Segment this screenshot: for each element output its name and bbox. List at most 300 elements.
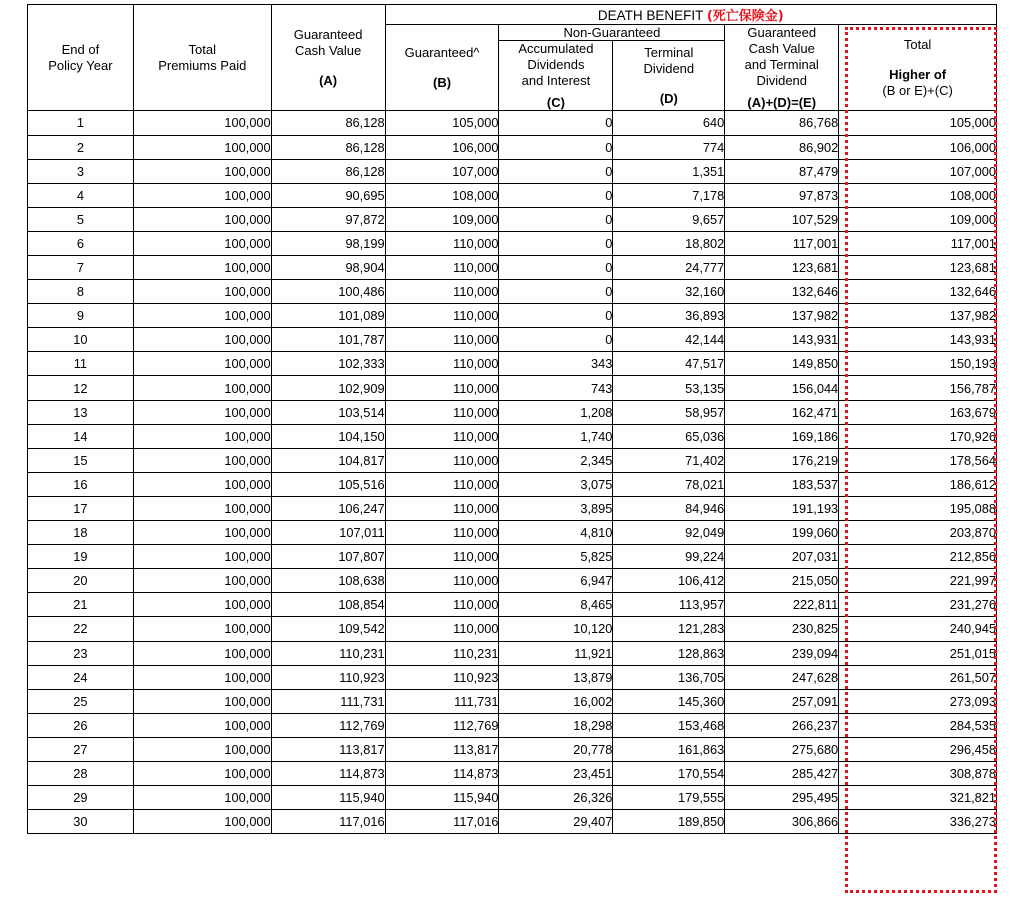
table-row <box>28 424 997 448</box>
cell-gcv-and-terminal-dividend: 295,495 <box>725 786 839 810</box>
cell-policy-year: 29 <box>28 786 134 810</box>
table-row <box>28 328 997 352</box>
cell-guaranteed: 110,231 <box>385 641 499 665</box>
cell-total-premiums-paid: 100,000 <box>133 135 271 159</box>
table-row <box>28 641 997 665</box>
table-row <box>28 761 997 785</box>
table-row <box>28 786 997 810</box>
cell-total-premiums-paid: 100,000 <box>133 207 271 231</box>
cell-guaranteed: 112,769 <box>385 713 499 737</box>
cell-policy-year: 4 <box>28 183 134 207</box>
cell-total-premiums-paid: 100,000 <box>133 761 271 785</box>
column-letter-b: (B) <box>433 74 452 90</box>
cell-accumulated-dividends-and-interest: 29,407 <box>499 810 613 834</box>
cell-policy-year: 30 <box>28 810 134 834</box>
column-letter-e: (A)+(D)=(E) <box>747 94 817 110</box>
cell-total: 156,787 <box>839 376 997 400</box>
cell-policy-year: 14 <box>28 424 134 448</box>
cell-accumulated-dividends-and-interest: 6,947 <box>499 569 613 593</box>
cell-terminal-dividend: 170,554 <box>613 761 725 785</box>
cell-total: 240,945 <box>839 617 997 641</box>
cell-guaranteed-cash-value: 86,128 <box>271 111 385 135</box>
cell-policy-year: 27 <box>28 737 134 761</box>
cell-accumulated-dividends-and-interest: 8,465 <box>499 593 613 617</box>
cell-gcv-and-terminal-dividend: 132,646 <box>725 280 839 304</box>
cell-accumulated-dividends-and-interest: 16,002 <box>499 689 613 713</box>
cell-guaranteed-cash-value: 115,940 <box>271 786 385 810</box>
cell-accumulated-dividends-and-interest: 13,879 <box>499 665 613 689</box>
non-guaranteed-group-header <box>499 25 725 41</box>
cell-accumulated-dividends-and-interest: 0 <box>499 111 613 135</box>
cell-accumulated-dividends-and-interest: 26,326 <box>499 786 613 810</box>
cell-guaranteed: 110,000 <box>385 472 499 496</box>
cell-policy-year: 6 <box>28 231 134 255</box>
cell-total: 107,000 <box>839 159 997 183</box>
cell-terminal-dividend: 99,224 <box>613 545 725 569</box>
table-row <box>28 376 997 400</box>
cell-guaranteed: 110,000 <box>385 424 499 448</box>
table-row <box>28 111 997 135</box>
cell-guaranteed: 105,000 <box>385 111 499 135</box>
cell-guaranteed: 110,000 <box>385 304 499 328</box>
cell-total: 336,273 <box>839 810 997 834</box>
table-row <box>28 545 997 569</box>
cell-gcv-and-terminal-dividend: 149,850 <box>725 352 839 376</box>
cell-accumulated-dividends-and-interest: 10,120 <box>499 617 613 641</box>
cell-total: 308,878 <box>839 761 997 785</box>
cell-total: 105,000 <box>839 111 997 135</box>
death-benefit-label: DEATH BENEFIT <box>597 8 704 23</box>
cell-gcv-and-terminal-dividend: 97,873 <box>725 183 839 207</box>
cell-gcv-and-terminal-dividend: 162,471 <box>725 400 839 424</box>
cell-gcv-and-terminal-dividend: 239,094 <box>725 641 839 665</box>
cell-terminal-dividend: 9,657 <box>613 207 725 231</box>
cell-guaranteed: 108,000 <box>385 183 499 207</box>
cell-terminal-dividend: 121,283 <box>613 617 725 641</box>
cell-total-premiums-paid: 100,000 <box>133 448 271 472</box>
cell-total: 261,507 <box>839 665 997 689</box>
cell-accumulated-dividends-and-interest: 2,345 <box>499 448 613 472</box>
cell-guaranteed-cash-value: 103,514 <box>271 400 385 424</box>
column-header-line3: and Terminal <box>744 56 819 72</box>
cell-guaranteed: 110,000 <box>385 280 499 304</box>
cell-guaranteed: 115,940 <box>385 786 499 810</box>
column-letter-c: (C) <box>546 94 565 110</box>
cell-total-premiums-paid: 100,000 <box>133 159 271 183</box>
cell-gcv-and-terminal-dividend: 107,529 <box>725 207 839 231</box>
cell-guaranteed: 110,000 <box>385 617 499 641</box>
cell-policy-year: 24 <box>28 665 134 689</box>
cell-guaranteed-cash-value: 109,542 <box>271 617 385 641</box>
cell-gcv-and-terminal-dividend: 191,193 <box>725 496 839 520</box>
column-header-line1: Terminal <box>644 44 694 60</box>
table-row <box>28 496 997 520</box>
cell-terminal-dividend: 42,144 <box>613 328 725 352</box>
cell-policy-year: 1 <box>28 111 134 135</box>
cell-gcv-and-terminal-dividend: 247,628 <box>725 665 839 689</box>
cell-terminal-dividend: 189,850 <box>613 810 725 834</box>
cell-terminal-dividend: 47,517 <box>613 352 725 376</box>
table-row <box>28 400 997 424</box>
cell-accumulated-dividends-and-interest: 18,298 <box>499 713 613 737</box>
cell-guaranteed: 110,000 <box>385 400 499 424</box>
cell-total-premiums-paid: 100,000 <box>133 641 271 665</box>
cell-terminal-dividend: 161,863 <box>613 737 725 761</box>
cell-terminal-dividend: 113,957 <box>613 593 725 617</box>
policy-illustration-table <box>27 4 997 834</box>
column-header-gcv-and-terminal-dividend <box>725 25 839 111</box>
cell-policy-year: 9 <box>28 304 134 328</box>
cell-terminal-dividend: 78,021 <box>613 472 725 496</box>
cell-total: 321,821 <box>839 786 997 810</box>
cell-terminal-dividend: 58,957 <box>613 400 725 424</box>
cell-policy-year: 19 <box>28 545 134 569</box>
column-header-line2: Cash Value <box>295 42 362 58</box>
table-row <box>28 713 997 737</box>
table-body <box>28 111 997 834</box>
cell-terminal-dividend: 179,555 <box>613 786 725 810</box>
cell-guaranteed: 110,000 <box>385 256 499 280</box>
table-row <box>28 593 997 617</box>
cell-guaranteed-cash-value: 112,769 <box>271 713 385 737</box>
column-header-accumulated-dividends-and-interest <box>499 41 613 111</box>
cell-total-premiums-paid: 100,000 <box>133 737 271 761</box>
cell-total: 163,679 <box>839 400 997 424</box>
column-header-end-of-policy-year <box>28 5 134 111</box>
cell-policy-year: 26 <box>28 713 134 737</box>
column-header-line2: Premiums Paid <box>158 57 247 73</box>
cell-total: 212,856 <box>839 545 997 569</box>
cell-policy-year: 12 <box>28 376 134 400</box>
cell-policy-year: 20 <box>28 569 134 593</box>
cell-guaranteed: 109,000 <box>385 207 499 231</box>
table-row <box>28 521 997 545</box>
cell-total-premiums-paid: 100,000 <box>133 496 271 520</box>
table-row <box>28 280 997 304</box>
cell-gcv-and-terminal-dividend: 123,681 <box>725 256 839 280</box>
cell-total: 170,926 <box>839 424 997 448</box>
cell-gcv-and-terminal-dividend: 86,902 <box>725 135 839 159</box>
cell-total-premiums-paid: 100,000 <box>133 617 271 641</box>
cell-accumulated-dividends-and-interest: 3,075 <box>499 472 613 496</box>
cell-guaranteed: 110,000 <box>385 593 499 617</box>
cell-terminal-dividend: 774 <box>613 135 725 159</box>
cell-total: 195,088 <box>839 496 997 520</box>
cell-total-premiums-paid: 100,000 <box>133 713 271 737</box>
table-row <box>28 689 997 713</box>
table-row <box>28 135 997 159</box>
cell-guaranteed-cash-value: 110,231 <box>271 641 385 665</box>
cell-guaranteed-cash-value: 106,247 <box>271 496 385 520</box>
column-header-text: Guaranteed^ <box>404 44 480 60</box>
cell-accumulated-dividends-and-interest: 343 <box>499 352 613 376</box>
cell-guaranteed: 106,000 <box>385 135 499 159</box>
column-header-line2: Dividends <box>527 56 585 72</box>
cell-terminal-dividend: 92,049 <box>613 521 725 545</box>
cell-total-premiums-paid: 100,000 <box>133 689 271 713</box>
cell-guaranteed-cash-value: 113,817 <box>271 737 385 761</box>
cell-gcv-and-terminal-dividend: 169,186 <box>725 424 839 448</box>
cell-gcv-and-terminal-dividend: 266,237 <box>725 713 839 737</box>
total-note-line1: Higher of <box>889 66 947 82</box>
column-header-line1: Guaranteed <box>293 26 363 42</box>
cell-policy-year: 16 <box>28 472 134 496</box>
cell-accumulated-dividends-and-interest: 0 <box>499 231 613 255</box>
table-row <box>28 810 997 834</box>
cell-terminal-dividend: 18,802 <box>613 231 725 255</box>
cell-guaranteed-cash-value: 117,016 <box>271 810 385 834</box>
cell-gcv-and-terminal-dividend: 222,811 <box>725 593 839 617</box>
cell-gcv-and-terminal-dividend: 285,427 <box>725 761 839 785</box>
cell-policy-year: 21 <box>28 593 134 617</box>
cell-guaranteed-cash-value: 104,817 <box>271 448 385 472</box>
cell-policy-year: 17 <box>28 496 134 520</box>
cell-terminal-dividend: 7,178 <box>613 183 725 207</box>
cell-guaranteed-cash-value: 86,128 <box>271 135 385 159</box>
cell-terminal-dividend: 36,893 <box>613 304 725 328</box>
cell-total: 231,276 <box>839 593 997 617</box>
cell-total: 137,982 <box>839 304 997 328</box>
cell-guaranteed-cash-value: 86,128 <box>271 159 385 183</box>
cell-accumulated-dividends-and-interest: 1,208 <box>499 400 613 424</box>
cell-total: 296,458 <box>839 737 997 761</box>
cell-total-premiums-paid: 100,000 <box>133 810 271 834</box>
cell-total-premiums-paid: 100,000 <box>133 111 271 135</box>
cell-gcv-and-terminal-dividend: 207,031 <box>725 545 839 569</box>
cell-accumulated-dividends-and-interest: 743 <box>499 376 613 400</box>
cell-guaranteed: 110,000 <box>385 231 499 255</box>
death-benefit-group-header <box>385 5 996 25</box>
cell-total-premiums-paid: 100,000 <box>133 280 271 304</box>
column-header-text: Total <box>903 36 932 52</box>
cell-guaranteed-cash-value: 101,089 <box>271 304 385 328</box>
column-header-total-premiums-paid <box>133 5 271 111</box>
cell-total-premiums-paid: 100,000 <box>133 231 271 255</box>
table-row <box>28 304 997 328</box>
cell-accumulated-dividends-and-interest: 20,778 <box>499 737 613 761</box>
cell-guaranteed-cash-value: 114,873 <box>271 761 385 785</box>
cell-terminal-dividend: 145,360 <box>613 689 725 713</box>
cell-guaranteed-cash-value: 101,787 <box>271 328 385 352</box>
cell-terminal-dividend: 128,863 <box>613 641 725 665</box>
table-row <box>28 448 997 472</box>
column-header-total <box>839 25 997 111</box>
cell-total: 106,000 <box>839 135 997 159</box>
cell-terminal-dividend: 153,468 <box>613 713 725 737</box>
cell-total-premiums-paid: 100,000 <box>133 569 271 593</box>
cell-guaranteed-cash-value: 110,923 <box>271 665 385 689</box>
column-letter-a: (A) <box>319 72 338 88</box>
cell-guaranteed: 117,016 <box>385 810 499 834</box>
cell-gcv-and-terminal-dividend: 117,001 <box>725 231 839 255</box>
cell-guaranteed: 110,000 <box>385 545 499 569</box>
cell-total-premiums-paid: 100,000 <box>133 304 271 328</box>
cell-guaranteed-cash-value: 102,909 <box>271 376 385 400</box>
table-row <box>28 256 997 280</box>
cell-total: 143,931 <box>839 328 997 352</box>
cell-terminal-dividend: 1,351 <box>613 159 725 183</box>
table-row <box>28 472 997 496</box>
cell-guaranteed: 110,000 <box>385 448 499 472</box>
cell-total-premiums-paid: 100,000 <box>133 472 271 496</box>
column-header-guaranteed <box>385 25 499 111</box>
cell-policy-year: 23 <box>28 641 134 665</box>
table-row <box>28 183 997 207</box>
cell-accumulated-dividends-and-interest: 0 <box>499 280 613 304</box>
cell-accumulated-dividends-and-interest: 0 <box>499 328 613 352</box>
table-row <box>28 352 997 376</box>
cell-total: 203,870 <box>839 521 997 545</box>
cell-total-premiums-paid: 100,000 <box>133 424 271 448</box>
cell-terminal-dividend: 136,705 <box>613 665 725 689</box>
cell-accumulated-dividends-and-interest: 11,921 <box>499 641 613 665</box>
cell-accumulated-dividends-and-interest: 3,895 <box>499 496 613 520</box>
table-row <box>28 617 997 641</box>
cell-gcv-and-terminal-dividend: 143,931 <box>725 328 839 352</box>
cell-total: 109,000 <box>839 207 997 231</box>
column-header-line1: Guaranteed <box>747 25 817 41</box>
cell-guaranteed-cash-value: 98,199 <box>271 231 385 255</box>
cell-terminal-dividend: 640 <box>613 111 725 135</box>
cell-total: 221,997 <box>839 569 997 593</box>
cell-gcv-and-terminal-dividend: 199,060 <box>725 521 839 545</box>
cell-gcv-and-terminal-dividend: 215,050 <box>725 569 839 593</box>
cell-gcv-and-terminal-dividend: 137,982 <box>725 304 839 328</box>
cell-gcv-and-terminal-dividend: 156,044 <box>725 376 839 400</box>
cell-terminal-dividend: 53,135 <box>613 376 725 400</box>
death-benefit-label-cjk: (死亡保険金) <box>706 9 784 24</box>
cell-total: 108,000 <box>839 183 997 207</box>
cell-gcv-and-terminal-dividend: 183,537 <box>725 472 839 496</box>
cell-total-premiums-paid: 100,000 <box>133 593 271 617</box>
cell-guaranteed-cash-value: 108,638 <box>271 569 385 593</box>
cell-total: 186,612 <box>839 472 997 496</box>
cell-policy-year: 28 <box>28 761 134 785</box>
cell-accumulated-dividends-and-interest: 0 <box>499 135 613 159</box>
column-header-line4: Dividend <box>756 72 808 88</box>
cell-guaranteed: 114,873 <box>385 761 499 785</box>
cell-terminal-dividend: 24,777 <box>613 256 725 280</box>
cell-gcv-and-terminal-dividend: 275,680 <box>725 737 839 761</box>
column-header-line1: Accumulated <box>518 41 594 56</box>
cell-terminal-dividend: 84,946 <box>613 496 725 520</box>
cell-accumulated-dividends-and-interest: 0 <box>499 256 613 280</box>
cell-policy-year: 10 <box>28 328 134 352</box>
column-header-line2: Cash Value <box>748 40 815 56</box>
cell-gcv-and-terminal-dividend: 306,866 <box>725 810 839 834</box>
cell-policy-year: 8 <box>28 280 134 304</box>
cell-total-premiums-paid: 100,000 <box>133 521 271 545</box>
cell-policy-year: 11 <box>28 352 134 376</box>
cell-total: 284,535 <box>839 713 997 737</box>
cell-accumulated-dividends-and-interest: 0 <box>499 207 613 231</box>
cell-policy-year: 2 <box>28 135 134 159</box>
cell-total-premiums-paid: 100,000 <box>133 352 271 376</box>
cell-guaranteed-cash-value: 100,486 <box>271 280 385 304</box>
cell-total: 178,564 <box>839 448 997 472</box>
cell-guaranteed: 110,000 <box>385 521 499 545</box>
table-row <box>28 737 997 761</box>
column-header-line2: Dividend <box>643 60 695 76</box>
cell-guaranteed-cash-value: 108,854 <box>271 593 385 617</box>
cell-guaranteed: 110,000 <box>385 376 499 400</box>
cell-policy-year: 18 <box>28 521 134 545</box>
cell-guaranteed: 110,000 <box>385 569 499 593</box>
cell-total: 150,193 <box>839 352 997 376</box>
cell-policy-year: 5 <box>28 207 134 231</box>
cell-guaranteed-cash-value: 111,731 <box>271 689 385 713</box>
column-header-line2: Policy Year <box>48 57 113 73</box>
cell-guaranteed: 110,000 <box>385 496 499 520</box>
cell-gcv-and-terminal-dividend: 87,479 <box>725 159 839 183</box>
cell-total: 251,015 <box>839 641 997 665</box>
cell-policy-year: 25 <box>28 689 134 713</box>
column-letter-d: (D) <box>659 90 678 106</box>
column-header-terminal-dividend <box>613 41 725 111</box>
table-row <box>28 159 997 183</box>
cell-guaranteed: 107,000 <box>385 159 499 183</box>
column-header-line3: and Interest <box>521 72 591 88</box>
cell-accumulated-dividends-and-interest: 5,825 <box>499 545 613 569</box>
cell-terminal-dividend: 71,402 <box>613 448 725 472</box>
cell-guaranteed-cash-value: 102,333 <box>271 352 385 376</box>
cell-guaranteed-cash-value: 98,904 <box>271 256 385 280</box>
cell-guaranteed: 110,000 <box>385 328 499 352</box>
column-header-guaranteed-cash-value <box>271 5 385 111</box>
cell-total: 132,646 <box>839 280 997 304</box>
cell-guaranteed-cash-value: 104,150 <box>271 424 385 448</box>
cell-total-premiums-paid: 100,000 <box>133 545 271 569</box>
cell-policy-year: 3 <box>28 159 134 183</box>
cell-gcv-and-terminal-dividend: 176,219 <box>725 448 839 472</box>
cell-total-premiums-paid: 100,000 <box>133 786 271 810</box>
cell-gcv-and-terminal-dividend: 86,768 <box>725 111 839 135</box>
cell-total-premiums-paid: 100,000 <box>133 328 271 352</box>
column-header-line1: End of <box>61 41 100 57</box>
cell-gcv-and-terminal-dividend: 257,091 <box>725 689 839 713</box>
cell-policy-year: 15 <box>28 448 134 472</box>
table-header <box>28 5 997 111</box>
cell-total-premiums-paid: 100,000 <box>133 400 271 424</box>
cell-guaranteed-cash-value: 107,011 <box>271 521 385 545</box>
cell-guaranteed-cash-value: 97,872 <box>271 207 385 231</box>
cell-terminal-dividend: 106,412 <box>613 569 725 593</box>
cell-guaranteed: 110,923 <box>385 665 499 689</box>
cell-guaranteed: 113,817 <box>385 737 499 761</box>
cell-guaranteed-cash-value: 90,695 <box>271 183 385 207</box>
total-note-line2: (B or E)+(C) <box>882 82 953 98</box>
cell-total-premiums-paid: 100,000 <box>133 183 271 207</box>
table-row <box>28 569 997 593</box>
cell-terminal-dividend: 32,160 <box>613 280 725 304</box>
cell-total-premiums-paid: 100,000 <box>133 665 271 689</box>
cell-terminal-dividend: 65,036 <box>613 424 725 448</box>
cell-policy-year: 7 <box>28 256 134 280</box>
table-row <box>28 231 997 255</box>
cell-accumulated-dividends-and-interest: 0 <box>499 183 613 207</box>
header-row-death-benefit <box>28 5 997 25</box>
cell-guaranteed: 111,731 <box>385 689 499 713</box>
table-row <box>28 207 997 231</box>
cell-total: 123,681 <box>839 256 997 280</box>
cell-policy-year: 22 <box>28 617 134 641</box>
cell-accumulated-dividends-and-interest: 1,740 <box>499 424 613 448</box>
cell-total-premiums-paid: 100,000 <box>133 376 271 400</box>
cell-accumulated-dividends-and-interest: 0 <box>499 159 613 183</box>
cell-guaranteed-cash-value: 107,807 <box>271 545 385 569</box>
cell-accumulated-dividends-and-interest: 23,451 <box>499 761 613 785</box>
cell-total-premiums-paid: 100,000 <box>133 256 271 280</box>
